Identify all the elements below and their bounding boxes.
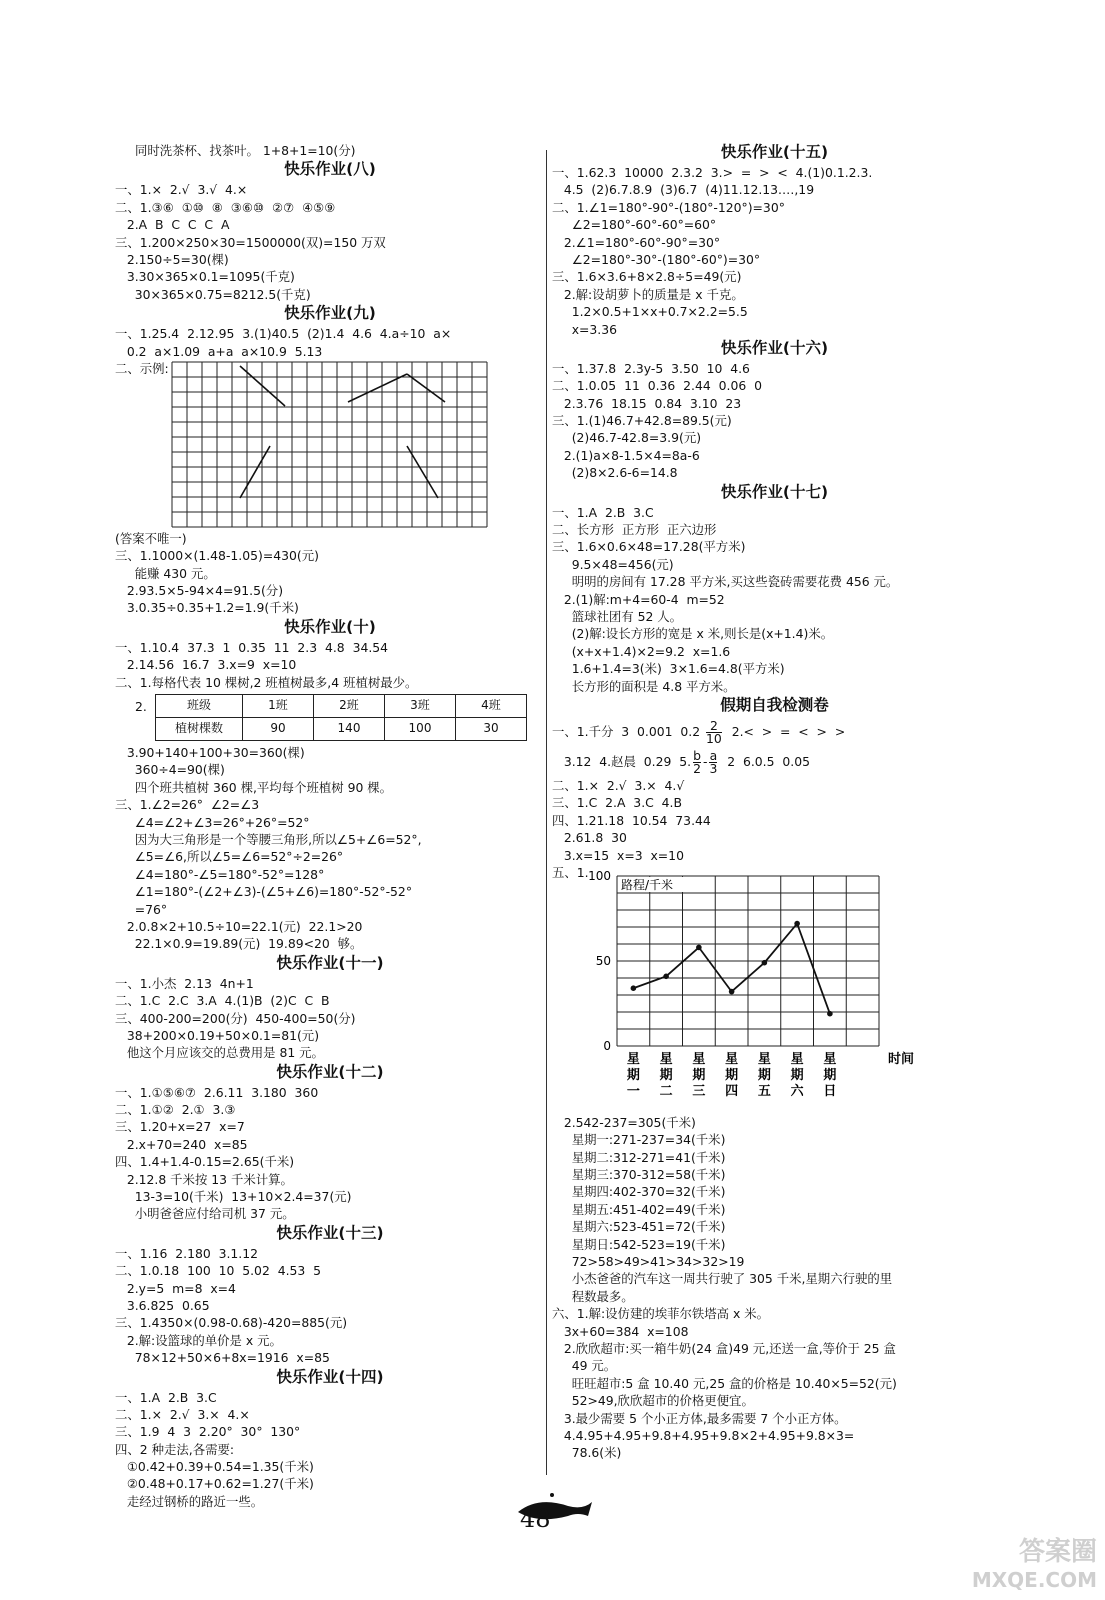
answer-line: ∠2=180°-30°-(180°-60°)=30° (552, 251, 761, 267)
answer-line: (答案不唯一) (115, 530, 187, 546)
exam-answers (552, 777, 997, 864)
answer-line: 一、1.16 2.180 3.1.12 (115, 1245, 259, 1261)
answer-line: 三、1.4350×(0.98-0.68)-420=885(元) (115, 1315, 348, 1331)
exam-line-1 (552, 717, 997, 747)
section-16-answers (552, 360, 997, 482)
answer-line: 篮球社团有 52 人。 (552, 608, 683, 624)
answer-line: 3.x=15 x=3 x=10 (552, 847, 684, 863)
answer-line: 2.∠1=180°-60°-90°=30° (552, 234, 721, 250)
exam-after-chart (552, 1114, 997, 1462)
drawing-grid-example (115, 360, 545, 530)
answer-text: 一、1.千分 3 0.001 0.2 (552, 723, 701, 739)
section-title-11: 快乐作业(十一) (276, 953, 384, 972)
data-point (729, 989, 735, 995)
fraction-denominator: 10 (706, 730, 722, 746)
table-cell: 100 (385, 718, 456, 741)
section-title-14: 快乐作业(十四) (276, 1367, 384, 1386)
distance-chart (552, 864, 997, 1114)
answer-line: 程数最多。 (552, 1288, 634, 1304)
answer-line: (2)解:设长方形的宽是 x 米,则长是(x+1.4)米。 (552, 626, 834, 642)
answer-line: ②0.48+0.17+0.62=1.27(千米) (115, 1476, 314, 1492)
answer-line: 三、400-200=200(分) 450-400=50(分) (115, 1010, 356, 1026)
answer-line: 同时洗茶杯、找茶叶。 1+8+1=10(分) (135, 143, 356, 158)
answer-line: 二、1.③⑥ ①⑩ ⑧ ③⑥⑩ ②⑦ ④⑤⑨ (115, 199, 336, 215)
x-tick-label: 期 (757, 1067, 771, 1083)
line-chart (582, 864, 942, 1114)
x-tick-label: 星 (725, 1051, 739, 1067)
answer-line: ∠4=180°-∠5=180°-52°=128° (115, 866, 325, 882)
answer-line: 三、1.20+x=27 x=7 (115, 1119, 245, 1135)
table-cell: 植树棵数 (156, 718, 243, 741)
section-title-10: 快乐作业(十) (284, 617, 376, 636)
x-tick-label: 星 (757, 1051, 771, 1067)
watermark-logo-text: 答案圈 (1018, 1537, 1097, 1567)
answer-line: ∠1=180°-(∠2+∠3)-(∠5+∠6)=180°-52°-52° (115, 884, 413, 900)
x-tick-label: 期 (725, 1067, 739, 1083)
answer-line: 他这个月应该交的总费用是 81 元。 (115, 1045, 324, 1061)
drawn-segment (348, 374, 407, 402)
answer-line: 2.12.8 千米按 13 千米计算。 (115, 1171, 293, 1187)
answer-line: 星期五:451-402=49(千米) (552, 1201, 726, 1217)
answer-line: 3.0.35÷0.35+1.2=1.9(千米) (115, 600, 299, 616)
x-tick-label: 星 (790, 1051, 804, 1067)
answer-line: 三、1.1000×(1.48-1.05)=430(元) (115, 548, 319, 564)
answer-line: x=3.36 (552, 321, 617, 337)
answer-line: 2.解:设胡萝卜的质量是 x 千克。 (552, 286, 744, 302)
answer-line: 一、1.A 2.B 3.C (115, 1389, 217, 1405)
table-number: 2. (135, 699, 147, 715)
table-row (156, 718, 527, 741)
answer-line: 一、1.× 2.√ 3.√ 4.× (115, 182, 248, 198)
answer-line: 3.90+140+100+30=360(棵) (115, 745, 305, 761)
answer-line: 三、1.200×250×30=1500000(双)=150 万双 (115, 234, 386, 250)
answer-line: 星期三:370-312=58(千米) (552, 1167, 726, 1183)
table-header-row (156, 695, 527, 718)
answer-line: 二、1.每格代表 10 棵树,2 班植树最多,4 班植树最少。 (115, 674, 418, 690)
table-cell: 30 (456, 718, 527, 741)
x-tick-label: 期 (823, 1067, 837, 1083)
answer-line: 一、1.37.8 2.3y-5 3.50 10 4.6 (552, 360, 750, 376)
answer-line: 78.6(米) (552, 1445, 622, 1461)
answer-line: 2.150÷5=30(棵) (115, 251, 229, 267)
answer-line: 走经过钢桥的路近一些。 (115, 1493, 264, 1509)
table-cell: 2班 (314, 695, 385, 718)
answer-line: ∠5=∠6,所以∠5=∠6=52°÷2=26° (115, 849, 344, 865)
answer-line: 星期四:402-370=32(千米) (552, 1184, 726, 1200)
page-number: 48 (520, 1505, 551, 1533)
answer-line: 52>49,欣欣超市的价格更便宜。 (552, 1393, 754, 1409)
answer-line: 三、1.C 2.A 3.C 4.B (552, 795, 682, 811)
answer-line: 一、1.小杰 2.13 4n+1 (115, 975, 254, 991)
answer-line: 3.30×365×0.1=1095(千克) (115, 269, 295, 285)
answer-line: 二、1.C 2.C 3.A 4.(1)B (2)C C B (115, 993, 330, 1009)
watermark (972, 1538, 1097, 1594)
answer-line: 四个班共植树 360 棵,平均每个班植树 90 棵。 (115, 779, 393, 795)
y-tick-label: 0 (603, 1038, 611, 1053)
chart-prefix: 五、1. (552, 864, 589, 880)
answer-line: 四、1.21.18 10.54 73.44 (552, 812, 711, 828)
answer-line: 360÷4=90(棵) (115, 762, 225, 778)
answer-line: (2)8×2.6-6=14.8 (552, 465, 678, 481)
table-cell: 班级 (156, 695, 243, 718)
section-8-answers (115, 181, 545, 303)
answer-line: 2.解:设篮球的单价是 x 元。 (115, 1332, 282, 1348)
y-axis-label: 路程/千米 (621, 877, 674, 892)
data-point (827, 1011, 833, 1017)
answer-line: 三、1.6×0.6×48=17.28(平方米) (552, 539, 746, 555)
column-divider (546, 150, 547, 1475)
drawn-segment (407, 374, 445, 402)
answer-line: 3.最少需要 5 个小正方体,最多需要 7 个小正方体。 (552, 1410, 847, 1426)
section-title-13: 快乐作业(十三) (276, 1223, 384, 1242)
section-9-after-grid (115, 530, 545, 617)
minus-sign: - (702, 753, 708, 769)
section-title-15: 快乐作业(十五) (720, 143, 829, 161)
section-14-answers (115, 1389, 545, 1511)
watermark-url: MXQE.COM (971, 1568, 1097, 1592)
exam-line-2 (552, 747, 997, 777)
table-cell: 1班 (243, 695, 314, 718)
section-17-answers (552, 504, 997, 695)
x-tick-label: 期 (659, 1067, 673, 1083)
answer-line: (2)46.7-42.8=3.9(元) (552, 430, 702, 446)
answer-line: 1.6+1.4=3(米) 3×1.6=4.8(平方米) (552, 661, 785, 677)
answer-line: 明明的房间有 17.28 平方米,买这些瓷砖需要花费 456 元。 (552, 574, 899, 590)
y-tick-label: 50 (595, 953, 611, 968)
table-cell: 140 (314, 718, 385, 741)
fraction-numerator: 2 (706, 720, 722, 733)
x-tick-label: 期 (790, 1067, 804, 1083)
x-tick-label: 星 (626, 1051, 640, 1067)
answer-line: 2.(1)解:m+4=60-4 m=52 (552, 591, 725, 607)
x-tick-label: 期 (692, 1067, 706, 1083)
answer-line: 能赚 430 元。 (115, 565, 216, 581)
answer-line: ∠2=180°-60°-60°=60° (552, 217, 717, 233)
answer-line: 小明爸爸应付给司机 37 元。 (115, 1206, 295, 1222)
answer-line: 四、2 种走法,各需要: (115, 1441, 235, 1457)
answer-line: 2.3.76 18.15 0.84 3.10 23 (552, 395, 742, 411)
x-tick-label: 星 (692, 1051, 706, 1067)
answer-line: 1.2×0.5+1×x+0.7×2.2=5.5 (552, 304, 748, 320)
section-12-answers (115, 1084, 545, 1223)
data-series-line (633, 923, 830, 1013)
answer-line: 二、1.①② 2.① 3.③ (115, 1102, 236, 1118)
section-title-16: 快乐作业(十六) (720, 338, 829, 357)
x-tick-label: 三 (692, 1083, 706, 1099)
section-10-answers-b (115, 744, 545, 953)
exam-title: 假期自我检测卷 (720, 695, 829, 714)
answer-line: 星期六:523-451=72(千米) (552, 1219, 726, 1235)
answer-line: 小杰爸爸的汽车这一周共行驶了 305 千米,星期六行驶的里 (552, 1271, 893, 1287)
x-tick-label: 一 (626, 1083, 640, 1099)
answer-line: 三、1.9 4 3 2.20° 30° 130° (115, 1424, 301, 1440)
table-cell: 3班 (385, 695, 456, 718)
data-point (794, 921, 800, 927)
answer-line: 一、1.10.4 37.3 1 0.35 11 2.3 4.8 34.54 (115, 639, 389, 655)
answer-line: 三、1.∠2=26° ∠2=∠3 (115, 797, 260, 813)
tree-planting-table (155, 694, 527, 741)
y-tick-label: 100 (588, 868, 611, 883)
data-point (696, 944, 702, 950)
answer-line: 22.1×0.9=19.89(元) 19.89<20 够。 (115, 936, 363, 952)
answer-line: 9.5×48=456(元) (552, 556, 674, 572)
answer-line: 2.61.8 30 (552, 830, 627, 846)
answer-line: 2.0.8×2+10.5÷10=22.1(元) 22.1>20 (115, 918, 363, 934)
answer-line: 三、1.6×3.6+8×2.8÷5=49(元) (552, 269, 742, 285)
drawn-segment (240, 446, 270, 498)
x-tick-label: 期 (626, 1067, 640, 1083)
right-column (552, 142, 997, 1462)
section-10-answers-a (115, 639, 545, 691)
x-axis-label: 时间 (887, 1051, 915, 1067)
fraction (709, 747, 718, 776)
fraction-numerator: a (709, 747, 718, 763)
answer-line: 一、1.62.3 10000 2.3.2 3.> = > < 4.(1)0.1.2.3. (552, 165, 873, 180)
section-9-answers (115, 325, 545, 360)
x-tick-label: 四 (725, 1083, 739, 1099)
answer-line: 0.2 a×1.09 a+a a×10.9 5.13 (115, 343, 323, 359)
answer-line: 一、1.25.4 2.12.95 3.(1)40.5 (2)1.4 4.6 4.a÷10 a× (115, 326, 452, 342)
answer-line: ∠4=∠2+∠3=26°+26°=52° (115, 814, 310, 830)
section-13-answers (115, 1245, 545, 1367)
answer-line: =76° (115, 901, 168, 917)
fraction-numerator: b (693, 747, 701, 763)
fraction-denominator: 2 (693, 760, 701, 776)
table-cell: 4班 (456, 695, 527, 718)
x-tick-label: 星 (823, 1051, 837, 1067)
answer-line: 2.93.5×5-94×4=91.5(分) (115, 583, 284, 599)
answer-line: 星期二:312-271=41(千米) (552, 1149, 726, 1165)
answer-text: 2.< > = < > > (731, 723, 846, 739)
answer-line: 二、1.∠1=180°-90°-(180°-120°)=30° (552, 199, 785, 215)
section-title-8: 快乐作业(八) (284, 160, 376, 179)
fraction (693, 747, 701, 776)
answer-line: 旺旺超市:5 盒 10.40 元,25 盒的价格是 10.40×5=52(元) (552, 1375, 897, 1391)
answer-line: 一、1.A 2.B 3.C (552, 504, 654, 520)
answer-text: 3.12 4.赵晨 0.29 5. (552, 753, 692, 769)
answer-line: 二、长方形 正方形 正六边形 (552, 522, 717, 538)
answer-line: 长方形的面积是 4.8 平方米。 (552, 678, 736, 694)
answer-line: (x+x+1.4)×2=9.2 x=1.6 (552, 643, 731, 659)
answer-line: 2.14.56 16.7 3.x=9 x=10 (115, 657, 297, 673)
fraction-denominator: 3 (709, 760, 718, 776)
section-title-17: 快乐作业(十七) (720, 482, 829, 501)
answer-line: 72>58>49>41>34>32>19 (552, 1254, 745, 1270)
answer-line: 30×365×0.75=8212.5(千克) (115, 286, 311, 302)
answer-line: 二、1.× 2.√ 3.× 4.× (115, 1406, 250, 1422)
data-point (762, 960, 768, 966)
answer-line: 二、1.0.18 100 10 5.02 4.53 5 (115, 1263, 322, 1279)
square-grid (170, 360, 500, 528)
x-tick-label: 星 (659, 1051, 673, 1067)
section-title-12: 快乐作业(十二) (276, 1062, 384, 1081)
answer-line: 因为大三角形是一个等腰三角形,所以∠5+∠6=52°, (115, 831, 422, 847)
data-point (663, 973, 669, 979)
answer-line: 4.5 (2)6.7.8.9 (3)6.7 (4)11.12.13.…,19 (552, 182, 815, 198)
section-15-answers (552, 164, 997, 338)
answer-line: 六、1.解:设仿建的埃菲尔铁塔高 x 米。 (552, 1306, 770, 1322)
answer-line: 2.x+70=240 x=85 (115, 1136, 248, 1152)
grid-label: 二、示例: (115, 360, 169, 376)
answer-line: 三、1.(1)46.7+42.8=89.5(元) (552, 413, 732, 429)
answer-line: 二、1.0.05 11 0.36 2.44 0.06 0 (552, 378, 762, 394)
answer-line: 星期日:542-523=19(千米) (552, 1236, 726, 1252)
answer-line: 2.A B C C C A (115, 217, 230, 233)
answer-line: 38+200×0.19+50×0.1=81(元) (115, 1027, 320, 1043)
answer-line: 2.欣欣超市:买一箱牛奶(24 盒)49 元,还送一盒,等价于 25 盒 (552, 1340, 896, 1356)
answer-line: 3x+60=384 x=108 (552, 1323, 689, 1339)
answer-text: 2 6.0.5 0.05 (727, 753, 810, 769)
section-title-9: 快乐作业(九) (284, 304, 376, 323)
answer-line: ①0.42+0.39+0.54=1.35(千米) (115, 1459, 314, 1475)
x-tick-label: 日 (823, 1083, 837, 1099)
answer-line: 78×12+50×6+8x=1916 x=85 (115, 1350, 330, 1366)
answer-line: 四、1.4+1.4-0.15=2.65(千米) (115, 1154, 295, 1170)
x-tick-label: 二 (659, 1083, 673, 1099)
x-tick-label: 五 (757, 1083, 771, 1099)
answer-line: 49 元。 (552, 1358, 617, 1374)
fraction (706, 717, 722, 746)
answer-line: 2.(1)a×8-1.5×4=8a-6 (552, 447, 700, 463)
x-tick-label: 六 (790, 1083, 804, 1099)
table-cell: 90 (243, 718, 314, 741)
answer-line: 2.542-237=305(千米) (552, 1114, 696, 1130)
answer-line: 星期一:271-237=34(千米) (552, 1132, 726, 1148)
answer-line: 二、1.× 2.√ 3.× 4.√ (552, 777, 685, 793)
left-column (115, 142, 545, 1510)
answer-line: 2.y=5 m=8 x=4 (115, 1280, 236, 1296)
data-point (631, 985, 637, 991)
section-11-answers (115, 975, 545, 1062)
answer-line: 一、1.①⑤⑥⑦ 2.6.11 3.180 360 (115, 1084, 319, 1100)
answer-line: 13-3=10(千米) 13+10×2.4=37(元) (115, 1189, 352, 1205)
answer-line: 3.6.825 0.65 (115, 1297, 210, 1313)
answer-line: 4.4.95+4.95+9.8+4.95+9.8×2+4.95+9.8×3= (552, 1427, 855, 1443)
